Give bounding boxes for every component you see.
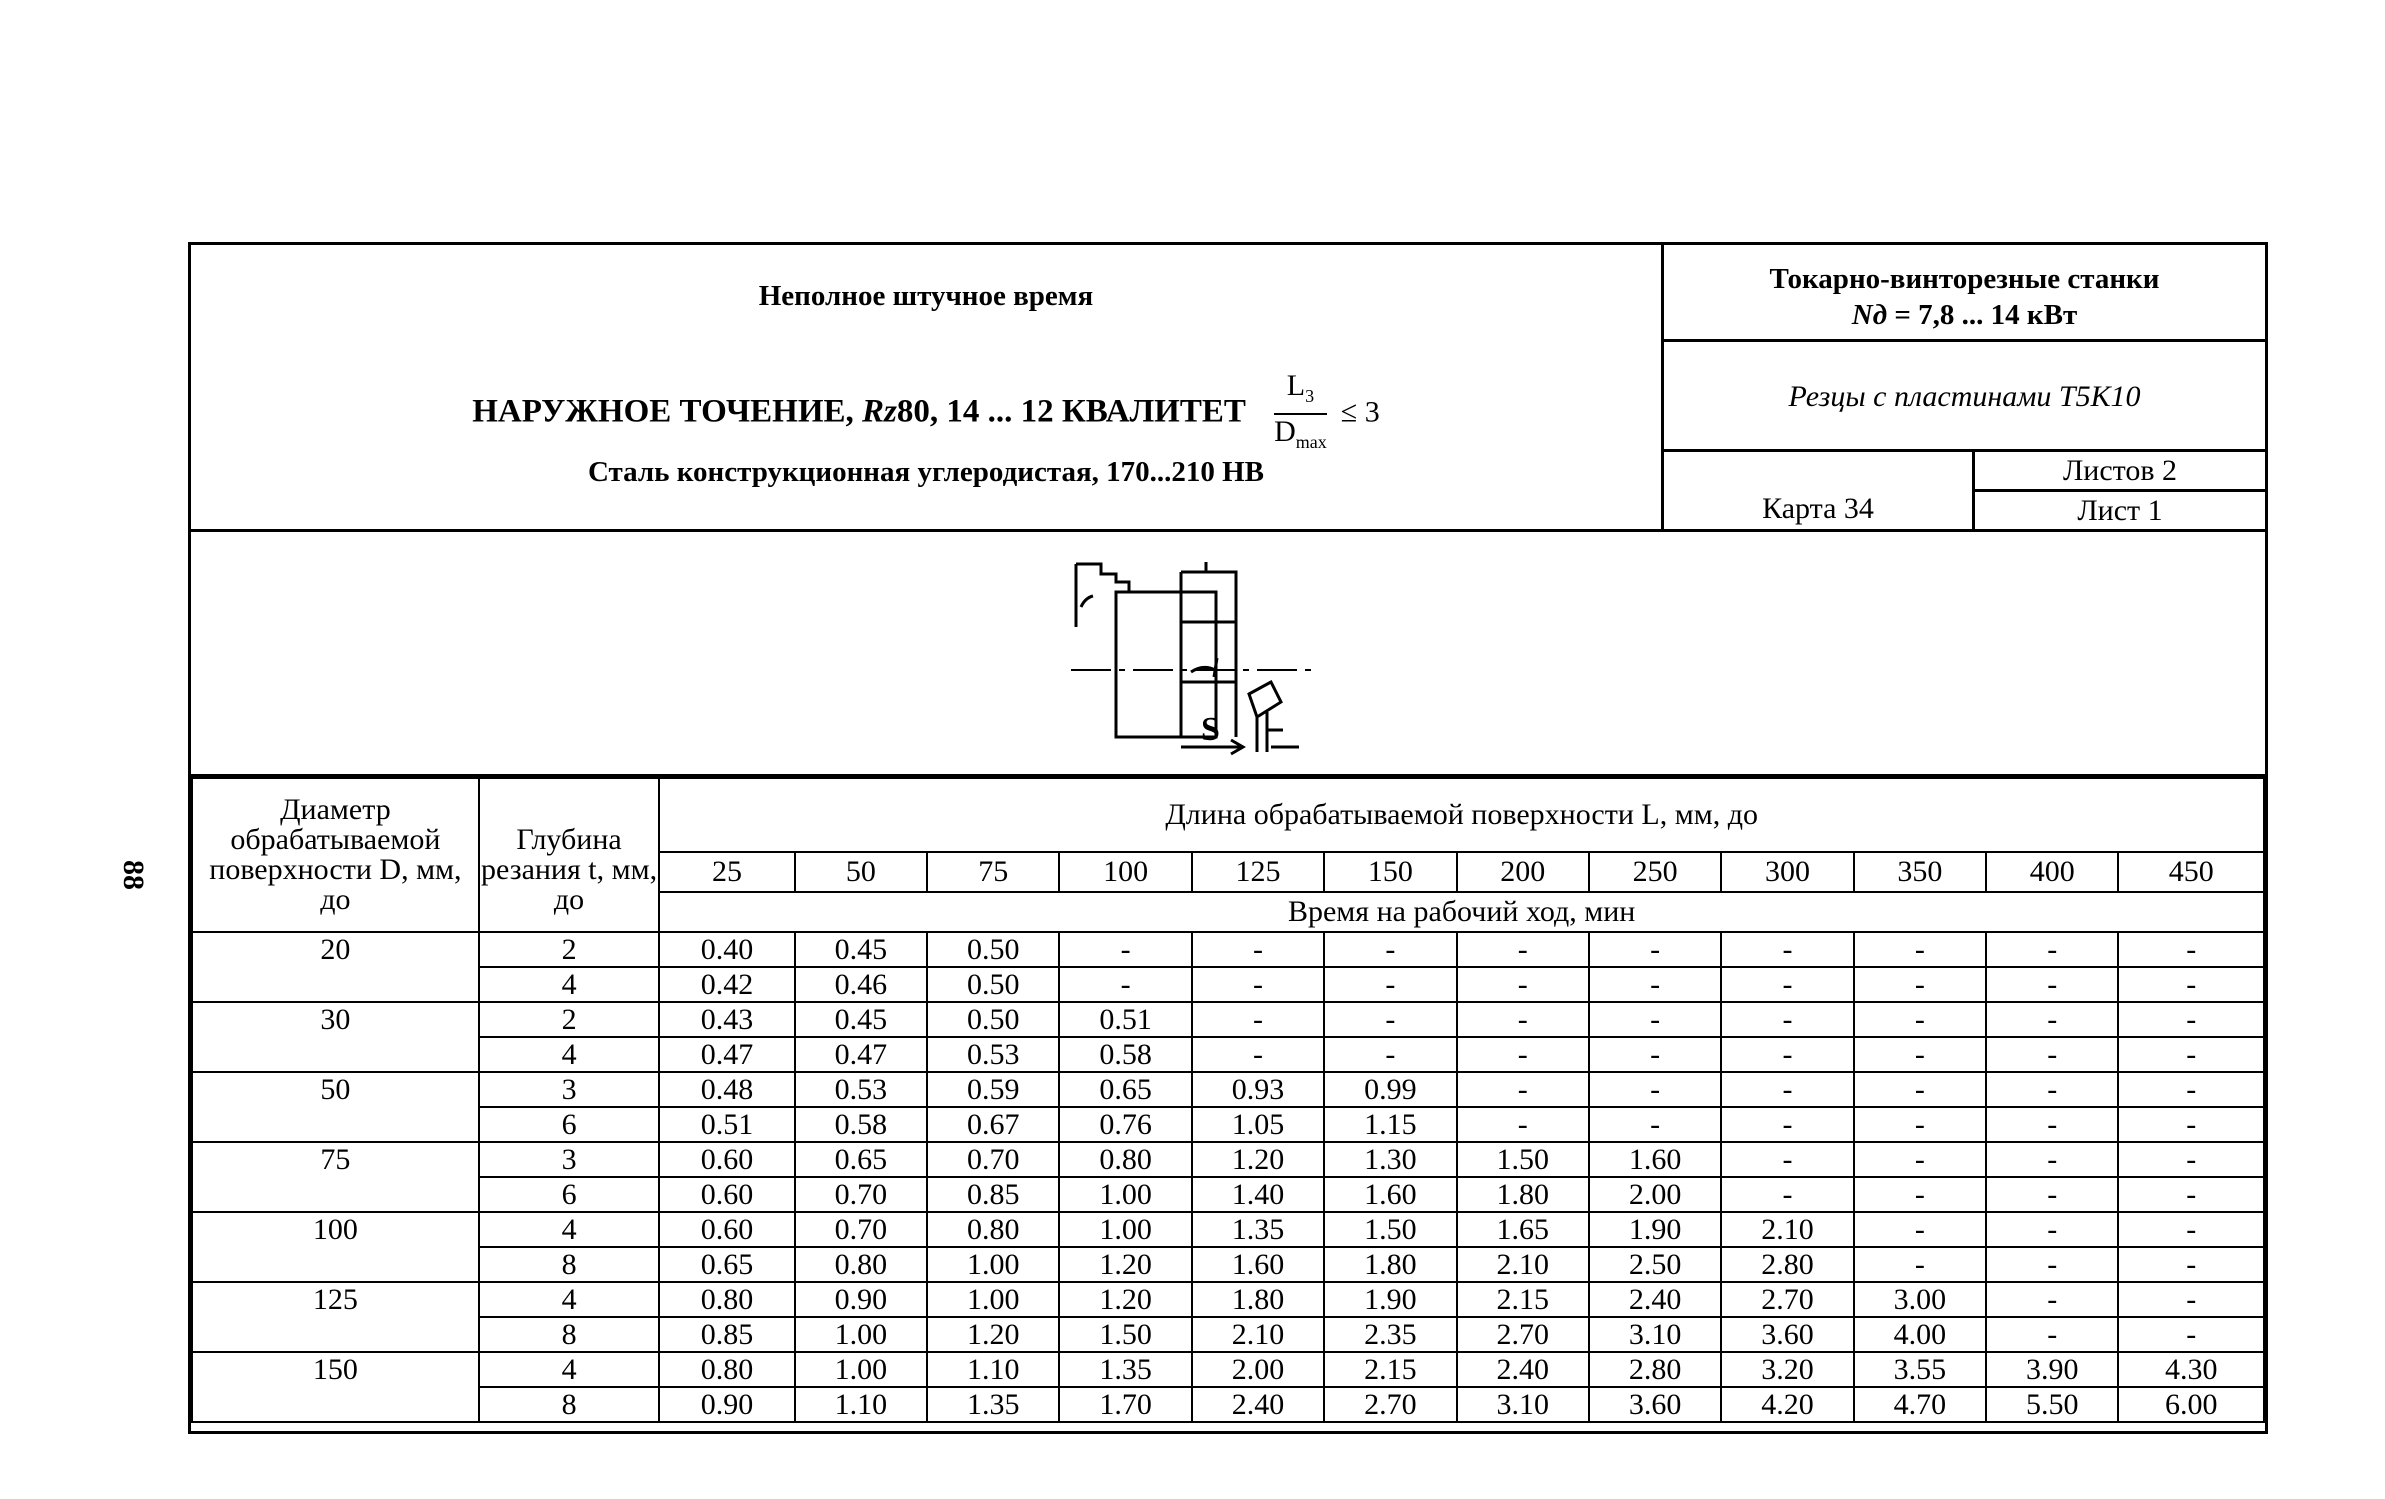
time-cell: - xyxy=(2118,967,2264,1002)
time-cell: - xyxy=(2118,1317,2264,1352)
time-cell: 2.35 xyxy=(1324,1317,1456,1352)
time-cell: 4.00 xyxy=(1854,1317,1986,1352)
time-cell: - xyxy=(1324,1037,1456,1072)
time-cell: - xyxy=(1457,1072,1589,1107)
length-col-50: 50 xyxy=(795,852,927,892)
time-cell: - xyxy=(1589,1037,1721,1072)
time-cell: - xyxy=(2118,1107,2264,1142)
time-cell: - xyxy=(1721,1142,1853,1177)
machine-type xyxy=(1664,245,2265,342)
time-cell: 3.90 xyxy=(1986,1352,2118,1387)
time-cell: 2.10 xyxy=(1721,1212,1853,1247)
time-cell: 1.20 xyxy=(1192,1142,1324,1177)
time-cell: 0.80 xyxy=(927,1212,1059,1247)
time-cell: - xyxy=(2118,1142,2264,1177)
chuck-outline xyxy=(1076,564,1129,627)
time-cell: 0.46 xyxy=(795,967,927,1002)
time-cell: 0.58 xyxy=(795,1107,927,1142)
depth-cell: 6 xyxy=(479,1177,660,1212)
time-cell: - xyxy=(1986,1282,2118,1317)
depth-cell: 3 xyxy=(479,1142,660,1177)
time-cell: 0.67 xyxy=(927,1107,1059,1142)
time-cell: - xyxy=(1721,1072,1853,1107)
time-cell: 1.20 xyxy=(1059,1282,1191,1317)
time-cell: 0.47 xyxy=(659,1037,794,1072)
time-cell: - xyxy=(1192,932,1324,967)
header-line-2 xyxy=(191,369,1661,459)
time-cell: - xyxy=(1721,1002,1853,1037)
length-col-75: 75 xyxy=(927,852,1059,892)
time-cell: - xyxy=(2118,1212,2264,1247)
length-col-100: 100 xyxy=(1059,852,1191,892)
diameter-cell: 30 xyxy=(192,1002,479,1072)
time-cell: - xyxy=(1854,932,1986,967)
time-cell: - xyxy=(1589,1002,1721,1037)
length-col-300: 300 xyxy=(1721,852,1853,892)
time-cell: - xyxy=(1059,932,1191,967)
turning-sketch-drawing xyxy=(1071,552,1391,762)
time-cell: 0.53 xyxy=(795,1072,927,1107)
table-row xyxy=(192,1037,2264,1072)
time-cell: 1.35 xyxy=(927,1387,1059,1422)
cutting-tool-tip xyxy=(1249,682,1281,717)
material-line: Сталь конструкционная углеродистая, 170...210 HB xyxy=(587,456,1265,488)
diameter-cell: 100 xyxy=(192,1212,479,1282)
time-cell: - xyxy=(1854,1212,1986,1247)
time-cell: 2.70 xyxy=(1457,1317,1589,1352)
time-cell: 1.00 xyxy=(795,1352,927,1387)
time-cell: - xyxy=(2118,1037,2264,1072)
time-cell: - xyxy=(2118,1002,2264,1037)
time-cell: - xyxy=(1986,1037,2118,1072)
time-cell: 0.50 xyxy=(927,967,1059,1002)
time-cell: 0.50 xyxy=(927,1002,1059,1037)
time-cell: - xyxy=(1192,1037,1324,1072)
fraction-numerator: L xyxy=(1286,369,1306,402)
time-cell: 1.50 xyxy=(1324,1212,1456,1247)
time-cell: 0.90 xyxy=(659,1387,794,1422)
depth-cell: 4 xyxy=(479,967,660,1002)
time-cell: 4.20 xyxy=(1721,1387,1853,1422)
time-cell: 1.35 xyxy=(1059,1352,1191,1387)
time-cell: - xyxy=(1457,1002,1589,1037)
depth-cell: 3 xyxy=(479,1072,660,1107)
time-cell: 0.85 xyxy=(927,1177,1059,1212)
time-cell: - xyxy=(1457,967,1589,1002)
section-lines xyxy=(1181,622,1236,682)
time-cell: 1.80 xyxy=(1192,1282,1324,1317)
time-cell: 5.50 xyxy=(1986,1387,2118,1422)
time-cell: 1.90 xyxy=(1324,1282,1456,1317)
power-label: Nд xyxy=(1851,299,1888,331)
time-cell: 3.10 xyxy=(1589,1317,1721,1352)
time-cell: 0.65 xyxy=(795,1142,927,1177)
time-cell: 1.05 xyxy=(1192,1107,1324,1142)
time-cell: - xyxy=(1589,1107,1721,1142)
sheet-number: Лист 1 xyxy=(2077,494,2163,527)
fraction-numerator-sub: 3 xyxy=(1305,386,1315,406)
length-col-150: 150 xyxy=(1324,852,1456,892)
time-cell: - xyxy=(1589,967,1721,1002)
fraction-denominator: D xyxy=(1274,415,1296,448)
time-cell: - xyxy=(1986,1072,2118,1107)
time-cell: 1.00 xyxy=(927,1282,1059,1317)
roughness-symbol: Rz xyxy=(862,393,897,430)
time-cell: 0.65 xyxy=(1059,1072,1191,1107)
diameter-cell: 75 xyxy=(192,1142,479,1212)
time-cell: 4.30 xyxy=(2118,1352,2264,1387)
col-depth-header: Глубина резания t, мм, до xyxy=(479,778,660,932)
time-cell: 6.00 xyxy=(2118,1387,2264,1422)
time-cell: 0.93 xyxy=(1192,1072,1324,1107)
time-cell: 3.55 xyxy=(1854,1352,1986,1387)
time-cell: 1.15 xyxy=(1324,1107,1456,1142)
time-cell: 1.60 xyxy=(1324,1177,1456,1212)
time-cell: 1.60 xyxy=(1589,1142,1721,1177)
time-cell: 1.20 xyxy=(1059,1247,1191,1282)
time-cell: - xyxy=(2118,1247,2264,1282)
time-cell: 1.50 xyxy=(1457,1142,1589,1177)
length-col-250: 250 xyxy=(1589,852,1721,892)
table-row xyxy=(192,1002,2264,1037)
time-cell: - xyxy=(1854,1247,1986,1282)
time-cell: - xyxy=(1986,1002,2118,1037)
sheets-count: Листов 2 xyxy=(1975,452,2265,492)
time-cell: 1.00 xyxy=(1059,1212,1191,1247)
time-cell: - xyxy=(1457,932,1589,967)
table-row xyxy=(192,1282,2264,1317)
table-row xyxy=(192,932,2264,967)
time-cell: 0.70 xyxy=(927,1142,1059,1177)
operation-params: 80, 14 ... 12 КВАЛИТЕТ xyxy=(896,393,1246,430)
diameter-cell: 150 xyxy=(192,1352,479,1422)
ratio-fraction xyxy=(1274,369,1327,459)
time-cell: - xyxy=(2118,1282,2264,1317)
time-cell: 2.15 xyxy=(1324,1352,1456,1387)
length-header: Длина обрабатываемой поверхности L, мм, до xyxy=(659,778,2264,852)
time-cell: - xyxy=(1324,932,1456,967)
time-cell: 0.65 xyxy=(659,1247,794,1282)
table-row xyxy=(192,1212,2264,1247)
time-cell: - xyxy=(1986,1177,2118,1212)
time-cell: 0.47 xyxy=(795,1037,927,1072)
length-col-450: 450 xyxy=(2118,852,2264,892)
diameter-cell: 125 xyxy=(192,1282,479,1352)
time-cell: - xyxy=(2118,932,2264,967)
time-cell: 0.42 xyxy=(659,967,794,1002)
time-cell: 2.10 xyxy=(1192,1317,1324,1352)
time-cell: - xyxy=(1986,1142,2118,1177)
time-cell: 0.76 xyxy=(1059,1107,1191,1142)
table-row xyxy=(192,1072,2264,1107)
depth-cell: 2 xyxy=(479,1002,660,1037)
time-cell: - xyxy=(1721,1177,1853,1212)
time-cell: 2.15 xyxy=(1457,1282,1589,1317)
length-col-350: 350 xyxy=(1854,852,1986,892)
time-cell: 0.59 xyxy=(927,1072,1059,1107)
tool-type: Резцы с пластинами Т5К10 xyxy=(1664,342,2265,452)
time-cell: 0.51 xyxy=(659,1107,794,1142)
power-value: = 7,8 ... 14 кВт xyxy=(1894,299,2078,331)
table-row xyxy=(192,1247,2264,1282)
depth-cell: 4 xyxy=(479,1352,660,1387)
time-cell: 0.80 xyxy=(1059,1142,1191,1177)
time-cell: 2.40 xyxy=(1589,1282,1721,1317)
time-cell: - xyxy=(1986,932,2118,967)
time-cell: - xyxy=(1192,1002,1324,1037)
time-cell: 1.10 xyxy=(927,1352,1059,1387)
depth-cell: 4 xyxy=(479,1037,660,1072)
time-cell: - xyxy=(1854,1107,1986,1142)
time-cell: 0.53 xyxy=(927,1037,1059,1072)
time-cell: - xyxy=(1721,932,1853,967)
time-cell: 2.70 xyxy=(1721,1282,1853,1317)
header-line-1: Неполное штучное время xyxy=(758,280,1094,312)
norm-card xyxy=(188,242,2268,1434)
time-cell: 1.80 xyxy=(1457,1177,1589,1212)
table-row xyxy=(192,1317,2264,1352)
time-cell: - xyxy=(1854,967,1986,1002)
time-cell: - xyxy=(1589,1072,1721,1107)
time-cell: 3.00 xyxy=(1854,1282,1986,1317)
time-cell: 0.50 xyxy=(927,932,1059,967)
time-cell: - xyxy=(2118,1177,2264,1212)
time-cell: 2.40 xyxy=(1457,1352,1589,1387)
operation-sketch xyxy=(191,532,2265,777)
time-cell: 1.20 xyxy=(927,1317,1059,1352)
time-cell: - xyxy=(1986,1247,2118,1282)
time-cell: 0.60 xyxy=(659,1212,794,1247)
time-cell: - xyxy=(1986,1212,2118,1247)
time-cell: 1.40 xyxy=(1192,1177,1324,1212)
table-row xyxy=(192,1352,2264,1387)
time-cell: 0.45 xyxy=(795,1002,927,1037)
time-cell: 0.70 xyxy=(795,1212,927,1247)
time-cell: 3.10 xyxy=(1457,1387,1589,1422)
time-cell: 2.40 xyxy=(1192,1387,1324,1422)
time-cell: 1.30 xyxy=(1324,1142,1456,1177)
length-col-125: 125 xyxy=(1192,852,1324,892)
time-cell: 0.40 xyxy=(659,932,794,967)
time-cell: - xyxy=(1986,1317,2118,1352)
time-cell: - xyxy=(1192,967,1324,1002)
time-header: Время на рабочий ход, мин xyxy=(659,892,2264,932)
time-cell: 0.80 xyxy=(795,1247,927,1282)
table-row xyxy=(192,1177,2264,1212)
time-cell: 0.85 xyxy=(659,1317,794,1352)
fraction-denominator-sub: max xyxy=(1295,432,1327,452)
table-row xyxy=(192,1387,2264,1422)
time-cell: 2.10 xyxy=(1457,1247,1589,1282)
time-cell: 1.70 xyxy=(1059,1387,1191,1422)
depth-cell: 8 xyxy=(479,1387,660,1422)
length-col-200: 200 xyxy=(1457,852,1589,892)
time-cell: - xyxy=(1721,967,1853,1002)
time-cell: 0.80 xyxy=(659,1352,794,1387)
time-cell: - xyxy=(1986,967,2118,1002)
time-cell: 2.50 xyxy=(1589,1247,1721,1282)
time-cell: 2.00 xyxy=(1192,1352,1324,1387)
time-cell: 1.35 xyxy=(1192,1212,1324,1247)
time-cell: 1.00 xyxy=(1059,1177,1191,1212)
time-cell: 4.70 xyxy=(1854,1387,1986,1422)
time-cell: 0.51 xyxy=(1059,1002,1191,1037)
card-header-right xyxy=(1664,245,2265,532)
depth-cell: 8 xyxy=(479,1247,660,1282)
time-cell: - xyxy=(1854,1177,1986,1212)
time-cell: 1.60 xyxy=(1192,1247,1324,1282)
time-cell: - xyxy=(1854,1037,1986,1072)
time-cell: - xyxy=(1854,1072,1986,1107)
cut-arrow xyxy=(1191,658,1217,677)
card-header xyxy=(191,245,1664,532)
time-cell: 2.70 xyxy=(1324,1387,1456,1422)
time-cell: 3.60 xyxy=(1589,1387,1721,1422)
operation-name: НАРУЖНОЕ ТОЧЕНИЕ, xyxy=(472,393,854,430)
table-row xyxy=(192,1107,2264,1142)
time-cell: - xyxy=(1721,1107,1853,1142)
time-cell: 0.60 xyxy=(659,1177,794,1212)
time-cell: 2.00 xyxy=(1589,1177,1721,1212)
time-norm-table xyxy=(191,777,2265,1423)
depth-cell: 4 xyxy=(479,1212,660,1247)
time-cell: 1.00 xyxy=(795,1317,927,1352)
time-cell: - xyxy=(1721,1037,1853,1072)
time-cell: 0.43 xyxy=(659,1002,794,1037)
diameter-cell: 50 xyxy=(192,1072,479,1142)
table-row xyxy=(192,967,2264,1002)
time-cell: 1.90 xyxy=(1589,1212,1721,1247)
time-cell: 2.80 xyxy=(1721,1247,1853,1282)
time-cell: - xyxy=(1457,1107,1589,1142)
time-cell: 1.65 xyxy=(1457,1212,1589,1247)
time-cell: 2.80 xyxy=(1589,1352,1721,1387)
time-cell: - xyxy=(1589,932,1721,967)
time-cell: - xyxy=(1986,1107,2118,1142)
col-diameter-header: Диаметр обрабатываемой поверхности D, мм, до xyxy=(192,778,479,932)
time-cell: 0.45 xyxy=(795,932,927,967)
time-cell: 0.48 xyxy=(659,1072,794,1107)
time-cell: 1.50 xyxy=(1059,1317,1191,1352)
depth-cell: 2 xyxy=(479,932,660,967)
machine-type-label: Токарно-винторезные станки xyxy=(1769,263,2160,295)
length-col-25: 25 xyxy=(659,852,794,892)
time-cell: - xyxy=(1854,1002,1986,1037)
depth-cell: 4 xyxy=(479,1282,660,1317)
depth-cell: 8 xyxy=(479,1317,660,1352)
chuck-jaw xyxy=(1081,596,1093,607)
depth-cell: 6 xyxy=(479,1107,660,1142)
time-cell: 0.90 xyxy=(795,1282,927,1317)
time-cell: - xyxy=(1854,1142,1986,1177)
time-cell: 3.60 xyxy=(1721,1317,1853,1352)
time-cell: 1.10 xyxy=(795,1387,927,1422)
time-cell: 1.80 xyxy=(1324,1247,1456,1282)
time-cell: 0.60 xyxy=(659,1142,794,1177)
page-number: 88 xyxy=(117,860,150,890)
time-cell: - xyxy=(1457,1037,1589,1072)
time-cell: 3.20 xyxy=(1721,1352,1853,1387)
feed-label: S xyxy=(1201,711,1220,748)
fraction-relation: ≤ 3 xyxy=(1340,395,1380,429)
time-cell: 0.80 xyxy=(659,1282,794,1317)
time-cell: - xyxy=(1059,967,1191,1002)
card-number: Карта 34 xyxy=(1664,452,1975,529)
time-cell: 1.00 xyxy=(927,1247,1059,1282)
time-cell: - xyxy=(2118,1072,2264,1107)
time-cell: 0.99 xyxy=(1324,1072,1456,1107)
table-row xyxy=(192,1142,2264,1177)
length-col-400: 400 xyxy=(1986,852,2118,892)
time-cell: - xyxy=(1324,1002,1456,1037)
time-cell: - xyxy=(1324,967,1456,1002)
time-cell: 0.58 xyxy=(1059,1037,1191,1072)
diameter-cell: 20 xyxy=(192,932,479,1002)
time-cell: 0.70 xyxy=(795,1177,927,1212)
